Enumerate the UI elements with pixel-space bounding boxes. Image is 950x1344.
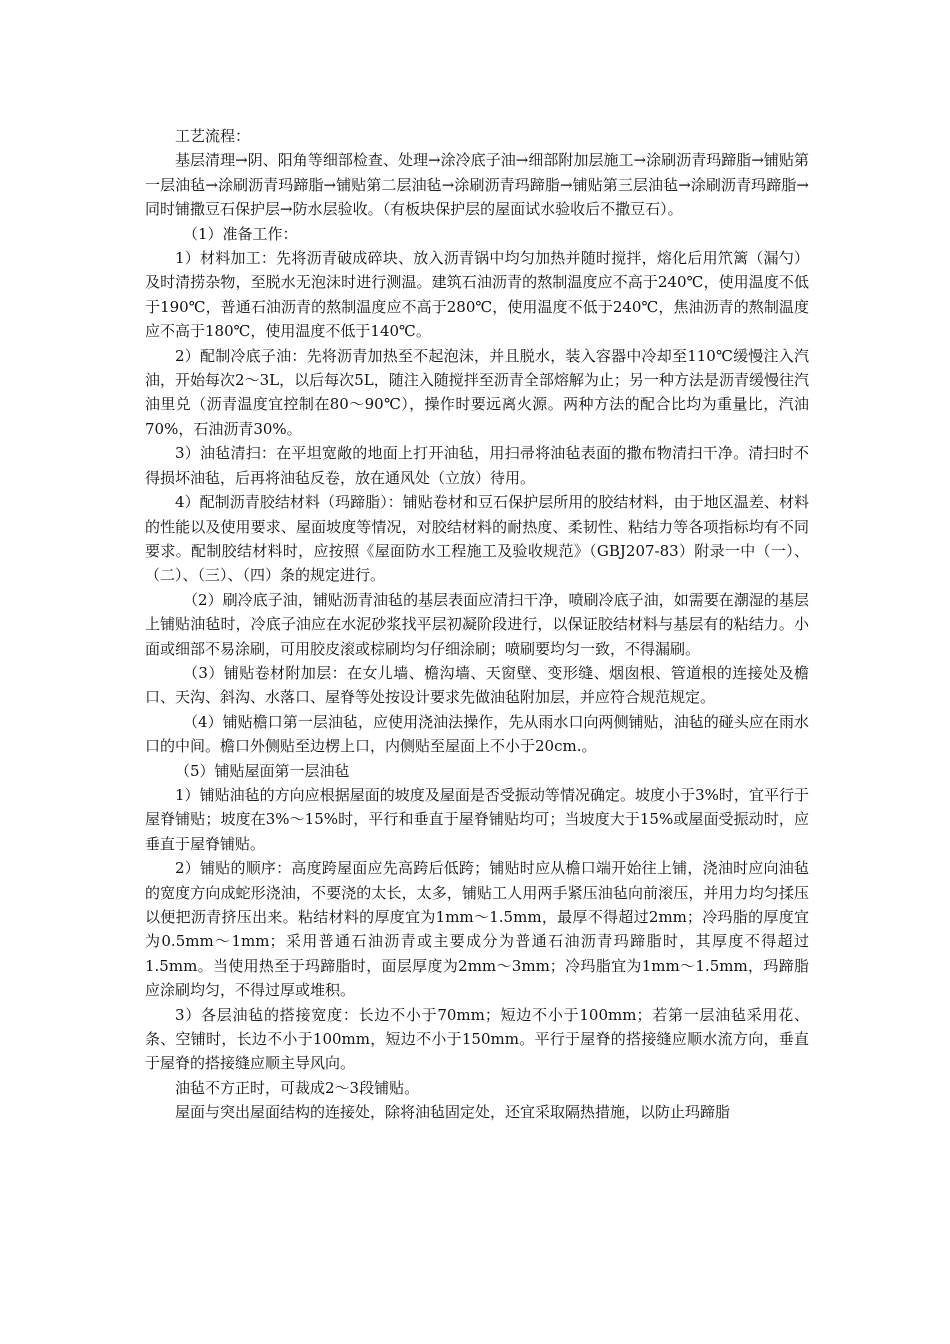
paragraph-roof-first-layer-heading: （5）铺贴屋面第一层油毡 [175, 761, 350, 780]
paragraph-laying-order: 2）铺贴的顺序：高度跨屋面应先高跨后低跨；铺贴时应从檐口端开始往上铺，浇油时应向油毡的宽度方向成蛇形浇油，不要浇的太长，太多，铺贴工人用两手紧压油毡向前滚压，并用力均匀揉压以便把沥青挤压出来。粘结材料的厚度宜为1mm～1.5mm，最厚不得超过2mm；冷玛脂的厚度宜为0.5mm～1mm；采用普通石油沥青或主要成分为普通石油沥青玛蹄脂时，其厚度不得超过1.5mm。当使用热至于玛蹄脂时，面层厚度为2mm～3mm；冷玛脂宜为1mm～1.5mm，玛蹄脂应涂刷均匀，不得过厚或堆积。 [145, 859, 809, 1000]
paragraph-cold-primer: 2）配制冷底子油：先将沥青加热至不起泡沫，并且脱水，装入容器中冷却至110℃缓慢注入汽油，开始每次2～3L，以后每次5L，随注入随搅拌至沥青全部熔解为止；另一种方法是沥青缓慢往汽油里兑（沥青温度宜控制在80～90℃），操作时要远离火源。两种方法的配合比均为重量比，汽油70%，石油沥青30%。 [145, 346, 809, 438]
paragraph-additional-layer: （3）铺贴卷材附加层：在女儿墙、檐沟墙、天窗壁、变形缝、烟囱根、管道根的连接处及檐口、天沟、斜沟、水落口、屋脊等处按设计要求先做油毡附加层，并应符合规范规定。 [145, 663, 809, 707]
paragraph-asphalt-binder: 4）配制沥青胶结材料（玛蹄脂）：铺贴卷材和豆石保护层所用的胶结材料，由于地区温差、材料的性能以及使用要求、屋面坡度等情况，对胶结材料的耐热度、柔韧性、粘结力等各项指标均有不同要求。配制胶结材料时，应按照《屋面防水工程施工及验收规范》（GBJ207-83）附录一中（一）、（二）、（三）、（四）条的规定进行。 [145, 493, 809, 585]
paragraph-preparation-heading: （1）准备工作： [183, 224, 298, 243]
paragraph-cut-felt: 油毡不方正时，可裁成2～3段铺贴。 [175, 1078, 420, 1097]
paragraph-brush-primer: （2）刷冷底子油，铺贴沥青油毡的基层表面应清扫干净，喷刷冷底子油，如需要在潮湿的基层上铺贴油毡时，冷底子油应在水泥砂浆找平层初凝阶段进行，以保证胶结材料与基层有的粘结力。小面或细部不易涂刷，可用胶皮滚或棕刷均匀仔细涂刷；喷刷要均匀一致，不得漏刷。 [145, 590, 809, 658]
paragraph-process-flow: 基层清理→阴、阳角等细部检查、处理→涂冷底子油→细部附加层施工→涂刷沥青玛蹄脂→铺贴第一层油毡→涂刷沥青玛蹄脂→铺贴第二层油毡→涂刷沥青玛蹄脂→铺贴第三层油毡→涂刷沥青玛蹄脂→同时铺撒豆石保护层→防水层验收。（有板块保护层的屋面试水验收后不撒豆石）。 [145, 151, 809, 219]
paragraph-felt-cleaning: 3）油毡清扫：在平坦宽敞的地面上打开油毡，用扫帚将油毡表面的撒布物清扫干净。清扫时不得损坏油毡，后再将油毡反卷，放在通风处（立放）待用。 [145, 444, 809, 487]
paragraph-material-processing: 1）材料加工：先将沥青破成碎块、放入沥青锅中均匀加热并随时搅拌，熔化后用笊篱（漏勺）及时清捞杂物，至脱水无泡沫时进行测温。建筑石油沥青的熬制温度应不高于240℃，使用温度不低于190℃，普通石油沥青的熬制温度应不高于280℃，使用温度不低于240℃，焦油沥青的熬制温度应不高于180℃，使用温度不低于140℃。 [145, 249, 809, 341]
paragraph-eaves-first-layer: （4）铺贴檐口第一层油毡，应使用浇油法操作，先从雨水口向两侧铺贴，油毡的碰头应在雨水口的中间。檐口外侧贴至边楞上口，内侧贴至屋面上不小于20cm.。 [145, 712, 809, 756]
paragraph-roof-connection: 屋面与突出屋面结构的连接处，除将油毡固定处，还宜采取隔热措施，以防止玛蹄脂 [175, 1103, 731, 1122]
document-body [145, 124, 809, 1125]
paragraph-overlap-width: 3）各层油毡的搭接宽度：长边不小于70mm；短边不小于100mm；若第一层油毡采用花、条、空铺时，长边不小于100mm，短边不小于150mm。平行于屋脊的搭接缝应顺水流方向，垂直于屋脊的搭接缝应顺主导风向。 [145, 1005, 809, 1073]
paragraph-laying-direction: 1）铺贴油毡的方向应根据屋面的坡度及屋面是否受振动等情况确定。坡度小于3%时，宜平行于屋脊铺贴；坡度在3%～15%时，平行和垂直于屋脊铺贴均可；当坡度大于15%或屋面受振动时，应垂直于屋脊铺贴。 [145, 785, 809, 853]
paragraph-process-heading: 工艺流程： [175, 127, 251, 145]
